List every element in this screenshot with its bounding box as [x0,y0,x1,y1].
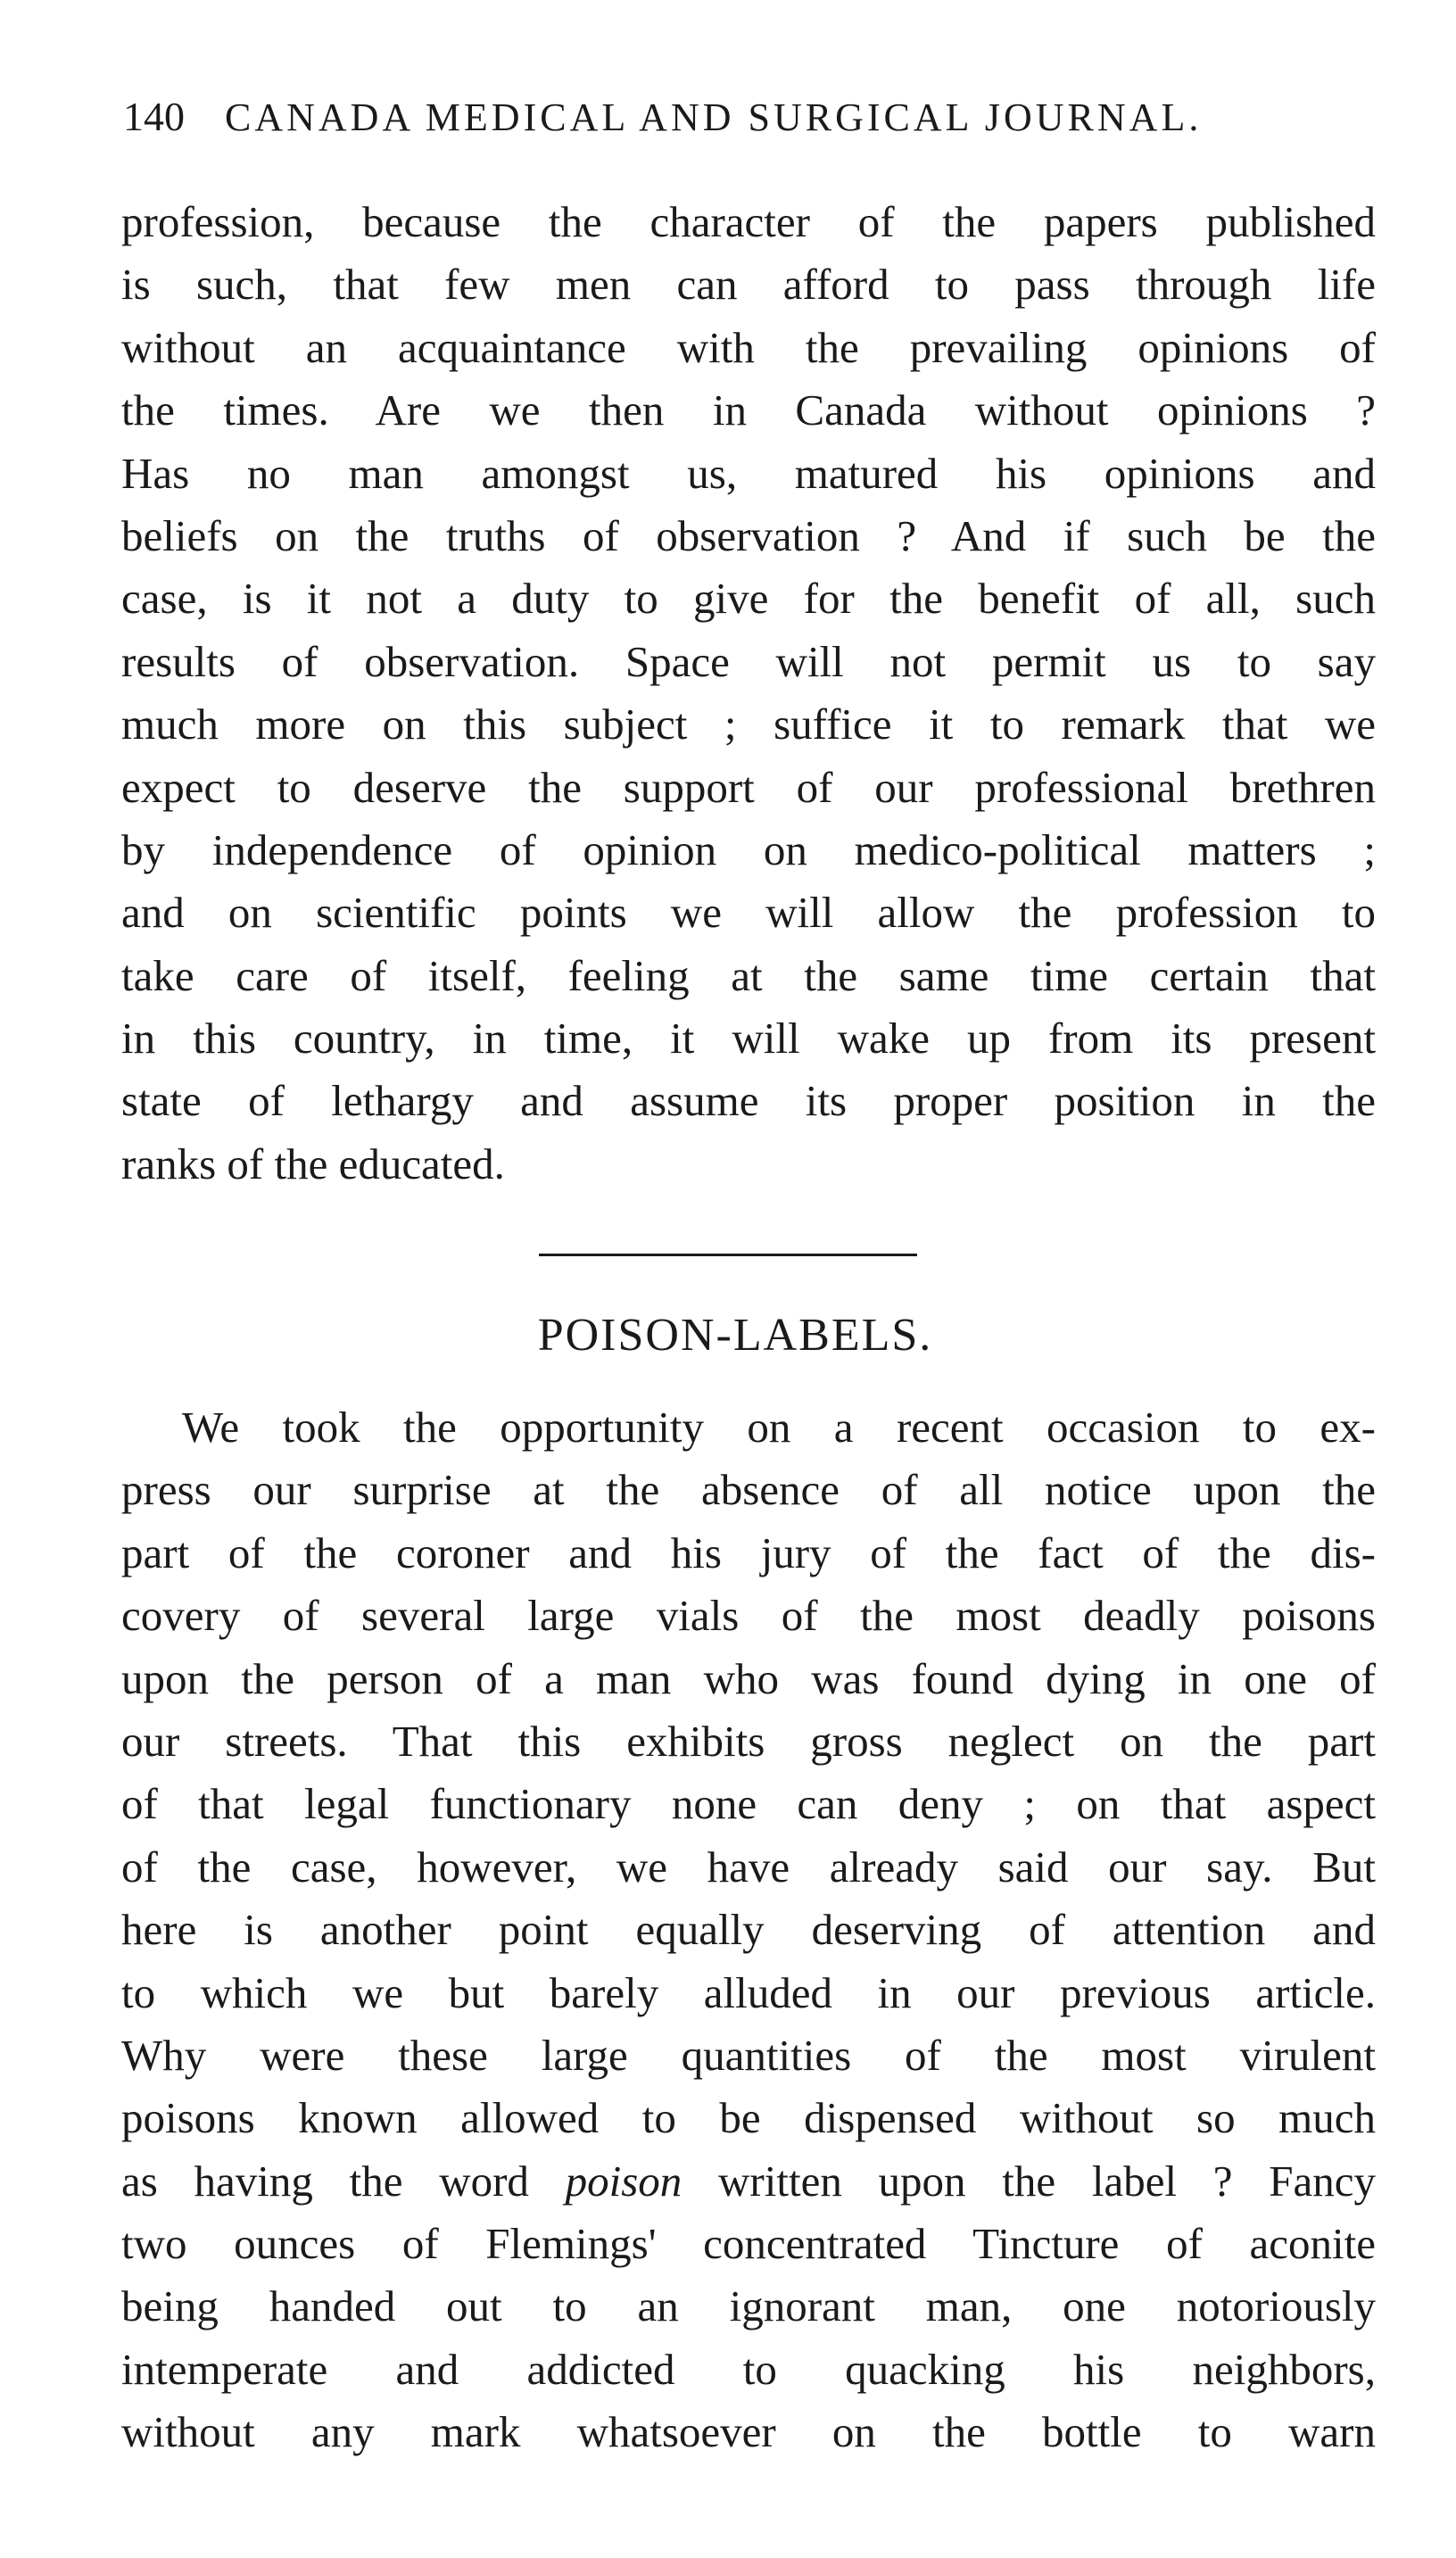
text-line: being handed out to an ignorant man, one notoriously [121,2281,1376,2331]
line-segment: as having the word [121,2156,566,2206]
text-line: take care of itself, feeling at the same time certain that [121,950,1376,1000]
text-line: covery of several large vials of the most deadly poisons [121,1591,1376,1641]
text-line: results of observation. Space will not permit us to say [121,636,1376,686]
section-heading: POISON-LABELS. [537,1310,933,1361]
text-line: Why were these large quantities of the most virulent [121,2030,1376,2080]
text-line: here is another point equally deserving of attention and [121,1905,1376,1955]
text-line-with-italic [121,2150,1376,2213]
text-line: without any mark whatsoever on the bottle to warn [121,2407,1376,2457]
text-line: to which we but barely alluded in our previous article. [121,1967,1376,2017]
text-line: profession, because the character of the papers published [121,197,1376,246]
italic-word-poison: poison [565,2156,682,2206]
section-divider [539,1254,917,1256]
text-line: intemperate and addicted to quacking his neighbors, [121,2344,1376,2394]
text-line: press our surprise at the absence of all notice upon the [121,1465,1376,1515]
text-line: case, is it not a duty to give for the benefit of all, such [121,574,1376,624]
paragraph-continued [121,191,1376,1196]
line-segment: written upon the label ? Fancy [682,2156,1376,2206]
text-line: is such, that few men can afford to pass through life [121,260,1376,310]
text-line: part of the coroner and his jury of the fact of the dis- [121,1527,1376,1577]
running-head [123,93,1372,140]
text-line: of that legal functionary none can deny ; on that aspect [121,1779,1376,1829]
journal-title: CANADA MEDICAL AND SURGICAL JOURNAL. [225,95,1203,139]
text-line: by independence of opinion on medico-political matters ; [121,824,1376,874]
text-line: much more on this subject ; suffice it to remark that we [121,700,1376,749]
text-line: beliefs on the truths of observation ? And if such be the [121,510,1376,560]
text-line: state of lethargy and assume its proper position in the [121,1076,1376,1126]
text-line: poisons known allowed to be dispensed without so much [121,2093,1376,2143]
text-line: our streets. That this exhibits gross neglect on the part [121,1716,1376,1766]
text-line: without an acquaintance with the prevailing opinions of [121,322,1376,372]
text-line: in this country, in time, it will wake up from its present [121,1014,1376,1064]
paragraph-poison-labels [121,1396,1376,2464]
page-number: 140 [123,94,185,139]
text-line: expect to deserve the support of our professional brethren [121,762,1376,812]
text-line: the times. Are we then in Canada without opinions ? [121,385,1376,435]
text-line: and on scientific points we will allow the profession to [121,888,1376,938]
text-line: two ounces of Flemings' concentrated Tincture of aconite [121,2219,1376,2269]
text-line: We took the opportunity on a recent occasion to ex- [182,1403,1376,1452]
text-line: of the case, however, we have already said our say. But [121,1842,1376,1892]
text-line: upon the person of a man who was found dying in one of [121,1653,1376,1703]
text-line: Has no man amongst us, matured his opinions and [121,448,1376,498]
text-line: ranks of the educated. [121,1138,505,1188]
